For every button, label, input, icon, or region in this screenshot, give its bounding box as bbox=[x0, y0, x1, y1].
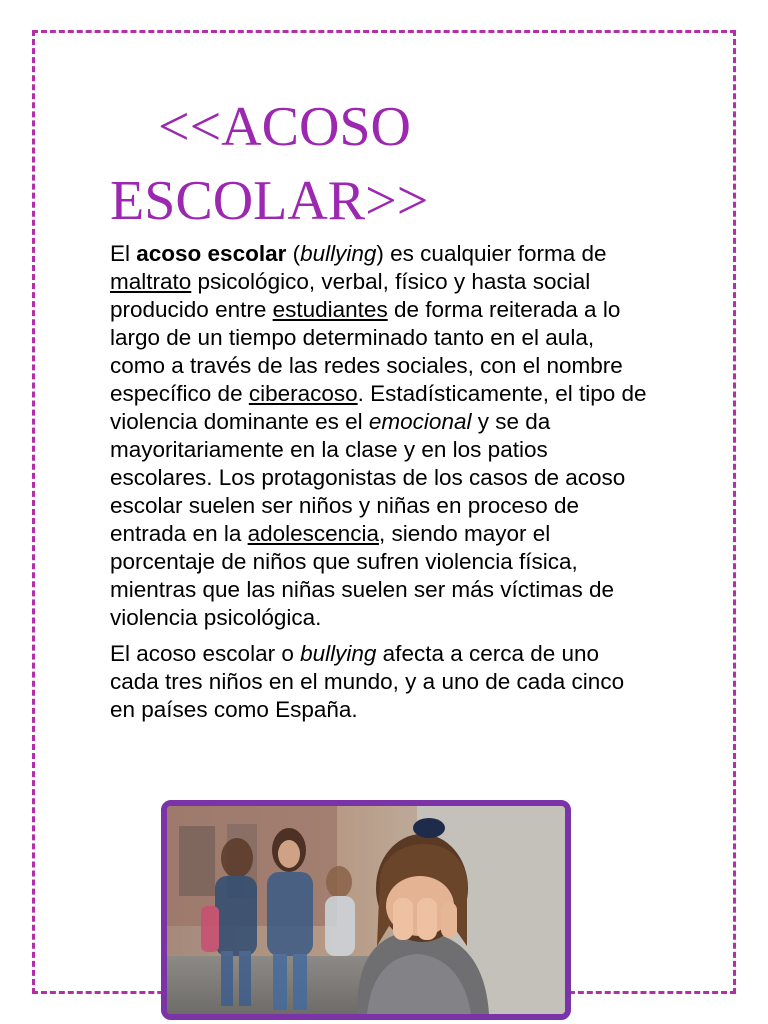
paragraph-1-text: de forma reiterada a lo largo de un tiempo determinado tanto en el aula, como a través de las redes sociales, con el nombre específico de bbox=[110, 297, 623, 406]
paragraph-1-text: y se da mayoritariamente en la clase y en los patios escolares. Los protagonistas de los casos de acoso escolar suelen ser niños y niñas en proceso de entrada en la bbox=[110, 409, 626, 546]
article-body bbox=[110, 240, 650, 732]
paragraph-1-text: ) es cualquier forma de bbox=[376, 241, 607, 266]
link-ciberacoso[interactable]: ciberacoso bbox=[248, 381, 358, 406]
title-line-2: ESCOLAR>> bbox=[110, 170, 429, 232]
link-maltrato[interactable]: maltrato bbox=[110, 269, 192, 294]
bullying-photo-illustration bbox=[167, 806, 565, 1014]
term-bullying: bullying bbox=[300, 241, 377, 266]
paragraph-1-text: El bbox=[110, 241, 137, 266]
paragraph-1 bbox=[110, 240, 650, 632]
term-emocional: emocional bbox=[368, 409, 472, 434]
term-bullying-2: bullying bbox=[300, 641, 377, 666]
paragraph-1-text: , siendo mayor el porcentaje de niños que sufren violencia física, mientras que las niñas suelen ser más víctimas de violencia psicológica. bbox=[110, 521, 614, 630]
paragraph-2-text: El acoso escolar o bbox=[110, 641, 301, 666]
paragraph-2 bbox=[110, 640, 650, 724]
link-estudiantes[interactable]: estudiantes bbox=[272, 297, 388, 322]
page-title bbox=[110, 90, 670, 238]
paragraph-1-text: ( bbox=[286, 241, 301, 266]
paragraph-1-text: psicológico, verbal, físico y hasta social producido entre bbox=[110, 269, 591, 322]
paragraph-2-text: afecta a cerca de uno cada tres niños en el mundo, y a uno de cada cinco en países como España. bbox=[110, 641, 625, 722]
title-line-1: <<ACOSO bbox=[158, 96, 411, 158]
term-acoso-escolar: acoso escolar bbox=[136, 241, 287, 266]
link-adolescencia[interactable]: adolescencia bbox=[247, 521, 379, 546]
bullying-photo bbox=[161, 800, 571, 1020]
paragraph-1-text: . Estadísticamente, el tipo de violencia dominante es el bbox=[110, 381, 647, 434]
